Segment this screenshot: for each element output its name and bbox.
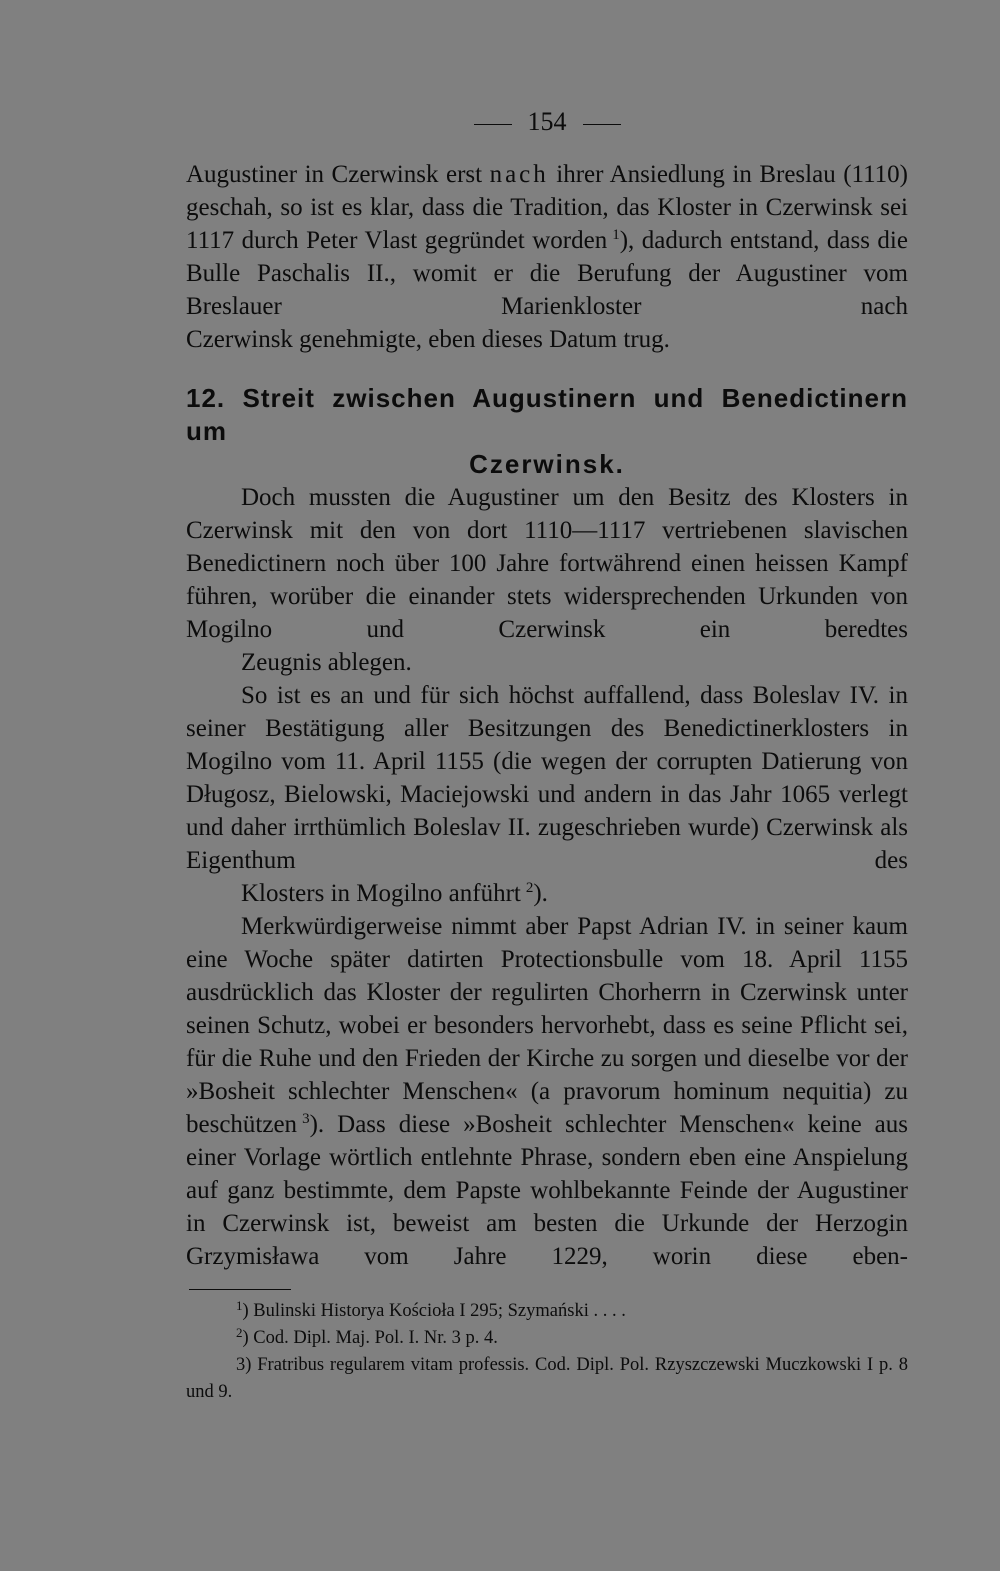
dash-left	[474, 124, 512, 125]
paragraph-4: Merkwürdigerweise nimmt aber Papst Adrian IV. in seiner kaum eine Woche später datirten Protectionsbulle vom 18. April 1155 ausdrücklich das Kloster der regulirten Chorherrn in Czerwinsk unter seinen Schutz, wobei er besonders hervorhebt, dass es seine Pflicht sei, für die Ruhe und den Frieden der Kirche zu sorgen und dieselbe vor der »Bosheit schlechter Menschen« (a pravorum hominum nequitia) zu beschützen $^3$). Dass diese »Bosheit schlechter Menschen« keine aus einer Vorlage wörtlich entlehnte Phrase, sondern eben eine Anspielung auf ganz bestimmte, dem Papste wohlbekannte Feinde der Augustiner in Czerwinsk ist, beweist am besten die Urkunde der Herzogin Grzymisława vom Jahre 1229, worin diese eben-	[186, 913, 908, 1270]
paragraph-1-last-line: Czerwinsk genehmigte, eben dieses Datum trug.	[186, 326, 670, 353]
book-page	[186, 104, 908, 1406]
footnotes	[186, 1298, 908, 1406]
paragraph-2-last-line: Zeugnis ablegen.	[241, 649, 412, 676]
heading-line-1: 12. Streit zwischen Augustinern und Benedictinern um	[186, 383, 908, 446]
page-number	[186, 104, 908, 140]
footnote-rule	[189, 1289, 291, 1290]
section-heading	[186, 382, 908, 481]
emphasis-nach: nach	[489, 161, 549, 188]
footnote-3: 3) Fratribus regularem vitam professis. Cod. Dipl. Pol. Rzyszczewski Muczkowski I p. 8 und 9.	[186, 1355, 908, 1402]
footnote-ref-1: 1	[612, 227, 620, 243]
paragraph-2: Doch mussten die Augustiner um den Besitz des Klosters in Czerwinsk mit den von dort 1110—1117 vertriebenen slavischen Benedictinern noch über 100 Jahre fortwährend einen heissen Kampf führen, worüber die einander stets widersprechenden Urkunden von Mogilno und Czerwinsk ein beredtes Zeugnis ablegen.	[186, 481, 908, 679]
footnote-1: $^1$) Bulinski Historya Kościoła I 295; Szymański . . . .	[236, 1298, 626, 1321]
footnote-ref-2: 2	[525, 880, 534, 896]
footnote-ref-3: 3	[302, 1111, 310, 1127]
paragraph-1: Augustiner in Czerwinsk erst nach ihrer Ansiedlung in Breslau (1110) geschah, so ist es klar, dass die Tradition, das Kloster in Czerwinsk sei 1117 durch Peter Vlast gegründet worden $^1$), dadurch entstand, dass die Bulle Paschalis II., womit er die Berufung der Augustiner vom Breslauer Marienkloster nach Czerwinsk genehmigte, eben dieses Datum trug.	[186, 158, 908, 356]
page-number-text: 154	[527, 107, 567, 136]
dash-right	[583, 124, 621, 125]
paragraph-3-last-line: Klosters in Mogilno anführt $^2$).	[241, 880, 548, 907]
paragraph-3: So ist es an und für sich höchst auffallend, dass Boleslav IV. in seiner Bestätigung aller Besitzungen des Benedictinerklosters in Mogilno vom 11. April 1155 (die wegen der corrupten Datierung von Długosz, Bielowski, Maciejowski und andern in das Jahr 1065 verlegt und daher irrthümlich Boleslav II. zugeschrieben wurde) Czerwinsk als Eigenthum des Klosters in Mogilno anführt $^2$).	[186, 679, 908, 910]
heading-line-2: Czerwinsk.	[469, 449, 625, 479]
footnote-2: $^2$) Cod. Dipl. Maj. Pol. I. Nr. 3 p. 4.	[236, 1325, 498, 1348]
